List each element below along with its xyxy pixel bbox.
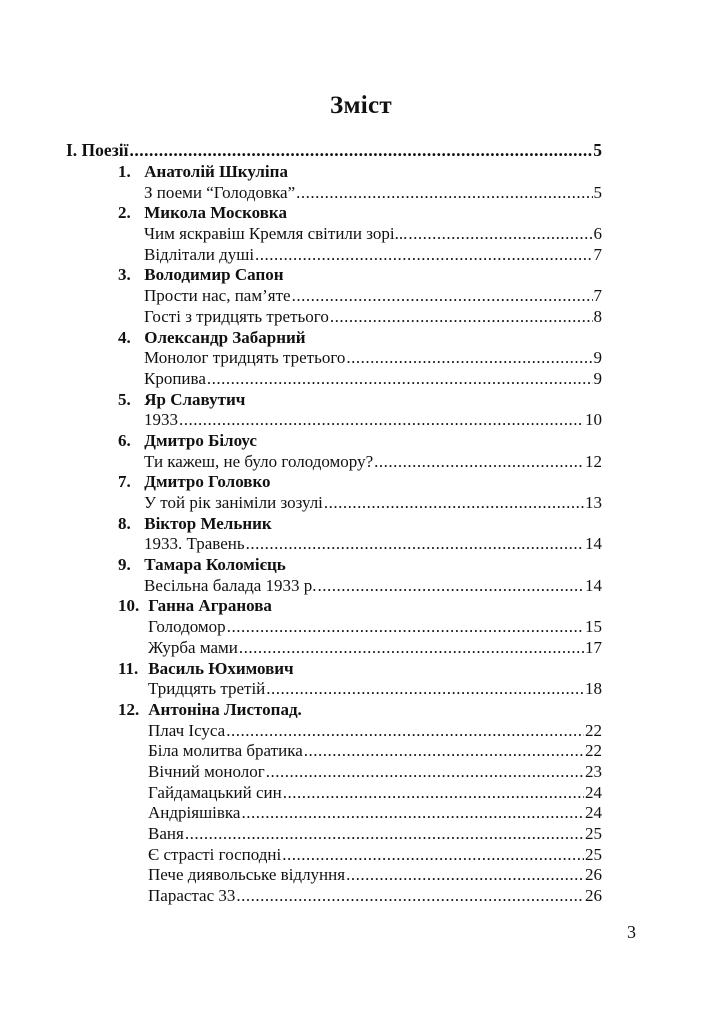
- toc-entry: [66, 638, 602, 659]
- toc-author: [66, 514, 602, 535]
- toc-entry: [66, 762, 602, 783]
- toc-entry-title: Ваня: [148, 824, 184, 843]
- page-number: 3: [627, 922, 636, 942]
- toc-entry: [66, 783, 602, 804]
- toc-entry-page: 14: [585, 534, 602, 554]
- toc-entry-title: Журба мами: [148, 637, 238, 657]
- toc-leader: [266, 679, 584, 700]
- toc-author: [66, 659, 602, 680]
- toc-entry: [66, 886, 602, 907]
- toc-leader: [408, 224, 592, 245]
- toc-entry: [66, 576, 602, 597]
- toc-entry-title: Гості з тридцять третього: [144, 306, 329, 326]
- toc-entry: [66, 493, 602, 514]
- toc-entry-title: З поеми “Голодовка”: [144, 182, 296, 202]
- toc-author-name: Яр Славутич: [144, 389, 246, 409]
- toc-author-number: 12.: [118, 699, 140, 719]
- toc-author-number: 1.: [118, 162, 131, 181]
- toc-author-number: 2.: [118, 203, 131, 223]
- toc-entry: [66, 245, 602, 266]
- toc-author-number: 9.: [118, 555, 131, 575]
- toc-author-number: 3.: [118, 265, 131, 285]
- page-title: Зміст: [329, 92, 393, 119]
- toc-entry: [66, 183, 602, 204]
- toc-entry: [66, 534, 602, 555]
- toc-entry-title: Парастас 33: [148, 886, 236, 906]
- toc-author-name: Анатолій Шкуліпа: [144, 162, 288, 181]
- toc-entry-page: 23: [585, 761, 602, 781]
- toc-entry-title: У той рік заніміли зозулі: [144, 493, 323, 512]
- toc-leader: [346, 348, 592, 369]
- toc-leader: [282, 845, 584, 866]
- toc-entry: [66, 845, 602, 866]
- toc-author: [66, 203, 602, 224]
- toc-entry-title: Чим яскравіш Кремля світили зорі...: [144, 224, 408, 244]
- toc-entry-title: 1933. Травень: [144, 534, 245, 554]
- toc-entry-page: 25: [585, 824, 602, 843]
- toc-entry: [66, 617, 602, 638]
- toc-author: [66, 265, 602, 286]
- toc-leader: [330, 307, 593, 328]
- toc-leader: [241, 803, 584, 824]
- toc-leader: [246, 534, 584, 555]
- toc-entry-title: Тридцять третій: [148, 679, 266, 699]
- toc-entry-page: 13: [585, 493, 602, 512]
- toc-author-name: Ганна Агранова: [148, 596, 272, 616]
- toc-entry-page: 22: [585, 741, 602, 761]
- toc-entry-title: Плач Ісуса: [148, 720, 226, 740]
- toc-entry-page: 14: [585, 575, 602, 595]
- toc-leader: [346, 865, 584, 886]
- toc-entry: [66, 348, 602, 369]
- toc-author-name: Тамара Коломієць: [144, 555, 286, 575]
- toc-leader: [236, 886, 584, 907]
- toc-author: [66, 700, 602, 721]
- toc-entry-title: 1933: [144, 410, 178, 430]
- toc-entry-page: 8: [593, 306, 602, 326]
- toc-leader: [374, 452, 584, 473]
- toc-author: [66, 431, 602, 452]
- toc-entry-title: Гайдамацький син: [148, 782, 282, 802]
- toc-entry: [66, 741, 602, 762]
- toc-leader: [129, 138, 592, 162]
- toc-entry-title: Монолог тридцять третього: [144, 348, 346, 368]
- toc-entry-page: 18: [585, 679, 602, 699]
- toc-leader: [283, 783, 584, 804]
- toc-entry-page: 9: [593, 368, 602, 388]
- toc-entry-page: 5: [593, 182, 602, 202]
- toc-author-name: Дмитро Головко: [144, 472, 271, 492]
- toc-section: [66, 138, 602, 162]
- toc-author-number: 10.: [118, 596, 140, 616]
- table-of-contents: [66, 138, 602, 907]
- toc-entry: [66, 721, 602, 742]
- toc-entry-title: Відлітали душі: [144, 244, 255, 264]
- toc-leader: [185, 824, 584, 845]
- toc-section-label: I. Поезії: [66, 140, 129, 160]
- toc-entry-title: Є страсті господні: [148, 844, 282, 864]
- toc-entry-title: Пече диявольське відлуння: [148, 865, 346, 885]
- toc-entry: [66, 452, 602, 473]
- toc-entry-title: Андріяшівка: [148, 803, 241, 823]
- toc-entry-page: 25: [585, 844, 602, 864]
- toc-entry: [66, 803, 602, 824]
- toc-author-name: Василь Юхимович: [148, 658, 294, 678]
- toc-author-number: 11.: [118, 658, 139, 678]
- toc-entry-page: 9: [593, 348, 602, 368]
- toc-entry-title: Кропива: [144, 368, 206, 388]
- toc-author: [66, 328, 602, 349]
- toc-author-number: 4.: [118, 327, 131, 347]
- toc-leader: [324, 493, 584, 514]
- toc-section-page: 5: [593, 140, 602, 160]
- toc-entry-page: 6: [593, 224, 602, 244]
- toc-author-number: 6.: [118, 430, 131, 450]
- toc-entry-title: Весільна балада 1933 р.: [144, 575, 317, 595]
- toc-entry: [66, 824, 602, 845]
- toc-author-name: Олександр Забарний: [144, 327, 306, 347]
- toc-entry-page: 26: [585, 865, 602, 885]
- toc-entry: [66, 224, 602, 245]
- toc-author-number: 5.: [118, 389, 131, 409]
- toc-entry-page: 7: [593, 286, 602, 306]
- toc-entry-title: Вічний монолог: [148, 761, 265, 781]
- toc-author-name: Дмитро Білоус: [144, 430, 257, 450]
- toc-entry: [66, 865, 602, 886]
- toc-entry-page: 17: [585, 637, 602, 657]
- toc-author-name: Микола Московка: [144, 203, 287, 223]
- toc-leader: [266, 762, 584, 783]
- toc-author: [66, 472, 602, 493]
- toc-entry: [66, 679, 602, 700]
- toc-leader: [226, 721, 584, 742]
- toc-entry-page: 24: [585, 803, 602, 823]
- toc-entry-title: Голодомор: [148, 617, 226, 637]
- toc-entry-title: Прости нас, пам’яте: [144, 286, 291, 306]
- toc-leader: [227, 617, 584, 638]
- toc-leader: [304, 741, 584, 762]
- toc-author-number: 8.: [118, 513, 131, 533]
- toc-leader: [207, 369, 593, 390]
- toc-author-name: Віктор Мельник: [144, 513, 272, 533]
- toc-entry-page: 7: [593, 244, 602, 264]
- toc-entry: [66, 369, 602, 390]
- toc-entry-page: 22: [585, 720, 602, 740]
- toc-author: [66, 596, 602, 617]
- toc-leader: [296, 183, 592, 204]
- toc-leader: [318, 576, 584, 597]
- toc-author: [66, 390, 602, 411]
- toc-entry-page: 10: [585, 410, 602, 430]
- toc-leader: [239, 638, 584, 659]
- toc-entry: [66, 286, 602, 307]
- toc-leader: [179, 410, 584, 431]
- toc-entry-title: Біла молитва братика: [148, 741, 303, 761]
- toc-author-name: Володимир Сапон: [144, 265, 284, 285]
- toc-leader: [292, 286, 593, 307]
- toc-entry-page: 15: [585, 617, 602, 637]
- toc-leader: [255, 245, 592, 266]
- toc-author: [66, 162, 602, 183]
- toc-author-name: Антоніна Листопад.: [148, 699, 302, 719]
- toc-entry-title: Ти кажеш, не було голодомору?: [144, 451, 374, 471]
- toc-author-number: 7.: [118, 472, 131, 492]
- toc-entry: [66, 307, 602, 328]
- toc-entry-page: 26: [585, 886, 602, 906]
- toc-entry-page: 24: [585, 782, 602, 802]
- toc-entry-page: 12: [585, 451, 602, 471]
- toc-author: [66, 555, 602, 576]
- toc-entry: [66, 410, 602, 431]
